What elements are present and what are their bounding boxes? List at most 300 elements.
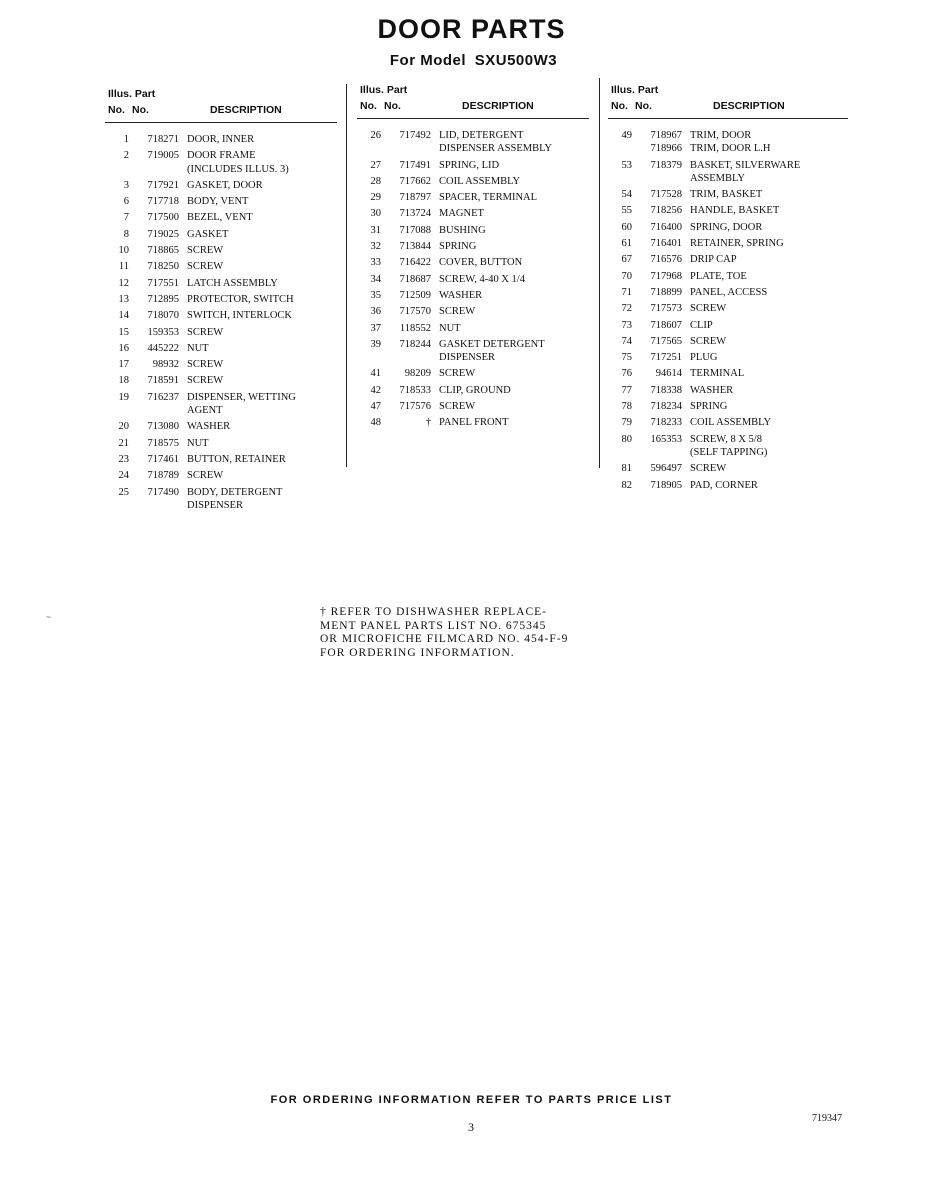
- part-description: GASKET, DOOR: [187, 179, 263, 191]
- header-part-no: No.: [132, 104, 149, 116]
- header-illus-part: Illus. Part: [611, 84, 659, 96]
- part-number: 718687: [399, 273, 431, 285]
- part-row: [608, 319, 848, 332]
- illus-number: 12: [118, 277, 129, 289]
- part-number: 717573: [650, 303, 682, 315]
- part-row: [608, 159, 848, 172]
- illus-number: 41: [370, 368, 381, 380]
- part-number: 718533: [399, 384, 431, 396]
- part-number: 716237: [147, 391, 179, 403]
- part-number: 718379: [650, 159, 682, 171]
- column-divider: [346, 84, 347, 467]
- part-description: SCREW, 4-40 X 1/4: [439, 273, 525, 285]
- illus-number: 77: [621, 384, 632, 396]
- part-row: [105, 499, 337, 512]
- part-description: TRIM, BASKET: [690, 189, 763, 201]
- illus-number: 55: [621, 205, 632, 217]
- part-number: 717528: [650, 189, 682, 201]
- part-description: DISPENSER ASSEMBLY: [439, 143, 553, 155]
- part-description: RETAINER, SPRING: [690, 238, 784, 250]
- part-number: 718789: [147, 470, 179, 482]
- part-row: [105, 133, 337, 146]
- illus-number: 32: [370, 241, 381, 253]
- part-row: [608, 335, 848, 348]
- illus-number: [608, 142, 632, 155]
- part-number: [129, 499, 187, 512]
- illus-number: 71: [621, 286, 632, 298]
- illus-number: 8: [123, 228, 129, 240]
- part-number: 717551: [147, 277, 179, 289]
- parts-column-3: [608, 84, 848, 492]
- part-number: 717500: [147, 212, 179, 224]
- part-row: [105, 437, 337, 450]
- part-number: 118552: [399, 322, 431, 334]
- illus-number: 23: [118, 453, 129, 465]
- part-row: [357, 416, 589, 429]
- header-rule: [105, 122, 337, 123]
- part-row: [357, 256, 589, 269]
- illus-number: 35: [370, 289, 381, 301]
- part-number: 717490: [147, 486, 179, 498]
- part-row: [105, 453, 337, 466]
- part-number: 718797: [399, 192, 431, 204]
- part-description: NUT: [439, 322, 461, 334]
- part-row: [608, 172, 848, 185]
- note-line: FOR ORDERING INFORMATION.: [320, 646, 515, 659]
- part-row: [608, 479, 848, 492]
- illus-number: 75: [621, 352, 632, 364]
- page-title: DOOR PARTS: [377, 14, 566, 44]
- part-description: SCREW: [439, 401, 476, 413]
- header-description: DESCRIPTION: [210, 104, 282, 116]
- column-header: [105, 88, 337, 122]
- illus-number: 78: [621, 401, 632, 413]
- part-number: 717570: [399, 306, 431, 318]
- part-description: AGENT: [187, 405, 223, 417]
- part-description: BUTTON, RETAINER: [187, 453, 286, 465]
- part-number: 718575: [147, 437, 179, 449]
- illus-number: 3: [123, 179, 129, 191]
- illus-number: 10: [118, 245, 129, 257]
- part-number: [381, 142, 439, 155]
- part-number: 718607: [650, 319, 682, 331]
- parts-list: [608, 129, 848, 492]
- part-row: [608, 446, 848, 459]
- part-row: [105, 374, 337, 387]
- part-row: [105, 293, 337, 306]
- illus-number: 81: [621, 463, 632, 475]
- part-description: DISPENSER: [439, 352, 496, 364]
- illus-number: 49: [621, 130, 632, 141]
- part-description: SCREW: [187, 375, 224, 387]
- part-number: 717491: [399, 159, 431, 171]
- parts-list: [357, 129, 589, 430]
- part-row: [105, 179, 337, 192]
- part-description: LATCH ASSEMBLY: [187, 277, 278, 289]
- illus-number: 74: [621, 335, 632, 347]
- part-description: DISPENSER: [187, 499, 244, 511]
- part-row: [105, 260, 337, 273]
- part-number: 719005: [147, 150, 179, 162]
- part-row: [357, 273, 589, 286]
- part-row: [357, 367, 589, 380]
- part-number: †: [425, 417, 431, 429]
- model-subtitle: [0, 52, 943, 69]
- part-description: COIL ASSEMBLY: [690, 417, 772, 429]
- note-line: OR MICROFICHE FILMCARD NO. 454-F-9: [320, 633, 569, 645]
- part-row: [608, 433, 848, 446]
- header-illus-part: Illus. Part: [360, 84, 408, 96]
- part-number: 713724: [399, 208, 431, 220]
- note-line: † REFER TO DISHWASHER REPLACE-: [320, 606, 548, 618]
- illus-number: 16: [118, 342, 129, 354]
- part-row: [357, 142, 589, 155]
- part-number: 716576: [650, 254, 682, 266]
- part-description: SPACER, TERMINAL: [439, 192, 538, 204]
- part-row: [608, 188, 848, 201]
- part-row: [105, 149, 337, 162]
- part-number: 159353: [147, 326, 179, 338]
- part-row: [105, 420, 337, 433]
- part-number: [632, 446, 690, 459]
- illus-number: [608, 172, 632, 185]
- part-row: [357, 224, 589, 237]
- part-description: SCREW: [187, 261, 224, 273]
- illus-number: 21: [118, 437, 129, 449]
- model-number: SXU500W3: [474, 52, 558, 69]
- part-description: PLATE, TOE: [690, 270, 747, 282]
- part-row: [105, 486, 337, 499]
- part-row: [105, 358, 337, 371]
- part-number: 717718: [147, 196, 179, 208]
- part-description: SCREW: [187, 326, 224, 338]
- part-number: 98209: [404, 368, 431, 380]
- illus-number: 48: [370, 417, 381, 429]
- part-row: [357, 207, 589, 220]
- column-header: [608, 84, 848, 118]
- part-number: 718338: [650, 384, 682, 396]
- part-description: WASHER: [187, 421, 231, 433]
- part-row: [105, 277, 337, 290]
- part-description: BUSHING: [439, 224, 486, 236]
- part-number: 98932: [152, 359, 179, 371]
- part-description: (INCLUDES ILLUS. 3): [187, 163, 289, 175]
- part-description: SCREW: [187, 359, 224, 371]
- part-number: 717968: [650, 270, 682, 282]
- part-row: [357, 289, 589, 302]
- part-row: [608, 253, 848, 266]
- part-row: [105, 404, 337, 417]
- part-row: [608, 367, 848, 380]
- part-number: 445222: [147, 342, 179, 354]
- part-number: 718256: [650, 205, 682, 217]
- part-number: 717576: [399, 401, 431, 413]
- illus-number: 34: [370, 273, 381, 285]
- model-prefix: For Model: [389, 52, 467, 69]
- part-description: DOOR, INNER: [187, 134, 255, 145]
- part-description: NUT: [187, 342, 209, 354]
- illus-number: [105, 163, 129, 176]
- illus-number: 70: [621, 270, 632, 282]
- part-number: [632, 172, 690, 185]
- part-description: SPRING: [690, 401, 728, 413]
- part-description: (SELF TAPPING): [690, 446, 768, 458]
- illus-number: 14: [118, 310, 129, 322]
- part-number: 718905: [650, 479, 682, 491]
- illus-number: 17: [118, 359, 129, 371]
- part-number: 713080: [147, 421, 179, 433]
- part-description: SWITCH, INTERLOCK: [187, 310, 292, 322]
- header-illus-no: No.: [108, 104, 125, 116]
- part-description: TRIM, DOOR: [690, 130, 752, 141]
- part-number: 712895: [147, 293, 179, 305]
- illus-number: 72: [621, 303, 632, 315]
- header-illus-part: Illus. Part: [108, 88, 156, 100]
- illus-number: 39: [370, 338, 381, 350]
- column-header: [357, 84, 589, 118]
- part-description: CLIP, GROUND: [439, 384, 511, 396]
- part-number: 165353: [650, 433, 682, 445]
- parts-column-2: [357, 84, 589, 430]
- part-number: 718234: [650, 401, 682, 413]
- part-row: [608, 237, 848, 250]
- part-row: [357, 400, 589, 413]
- ordering-footer: FOR ORDERING INFORMATION REFER TO PARTS PRICE LIST: [270, 1094, 673, 1106]
- part-description: SCREW: [690, 463, 727, 475]
- part-description: SCREW: [690, 303, 727, 315]
- header-part-no: No.: [635, 100, 652, 112]
- part-description: DISPENSER, WETTING: [187, 391, 296, 403]
- part-description: SPRING: [439, 241, 477, 253]
- part-row: [105, 244, 337, 257]
- header-rule: [608, 118, 848, 119]
- part-description: LID, DETERGENT: [439, 130, 524, 141]
- illus-number: 28: [370, 175, 381, 187]
- part-description: BASKET, SILVERWARE: [690, 159, 801, 171]
- part-number: 717251: [650, 352, 682, 364]
- part-row: [608, 221, 848, 234]
- part-description: COIL ASSEMBLY: [439, 175, 521, 187]
- part-description: PANEL, ACCESS: [690, 286, 768, 298]
- part-row: [105, 228, 337, 241]
- illus-number: 36: [370, 306, 381, 318]
- part-number: 717662: [399, 175, 431, 187]
- part-row: [105, 342, 337, 355]
- part-row: [357, 384, 589, 397]
- page-number: 3: [468, 1120, 474, 1134]
- part-row: [608, 416, 848, 429]
- illus-number: 54: [621, 189, 632, 201]
- part-description: HANDLE, BASKET: [690, 205, 780, 217]
- part-description: SCREW: [439, 306, 476, 318]
- part-row: [357, 322, 589, 335]
- part-description: BEZEL, VENT: [187, 212, 253, 224]
- part-description: BODY, VENT: [187, 196, 249, 208]
- column-divider: [599, 78, 600, 468]
- part-number: [381, 351, 439, 364]
- header-illus-no: No.: [611, 100, 628, 112]
- illus-number: 6: [123, 196, 129, 208]
- part-number: 716401: [650, 238, 682, 250]
- note-line: MENT PANEL PARTS LIST NO. 675345: [320, 619, 547, 632]
- part-row: [608, 129, 848, 142]
- part-number: 718591: [147, 375, 179, 387]
- part-description: GASKET: [187, 228, 229, 240]
- document-code: 719347: [812, 1113, 842, 1124]
- illus-number: 25: [118, 486, 129, 498]
- part-row: [608, 302, 848, 315]
- part-row: [105, 211, 337, 224]
- illus-number: 11: [118, 261, 129, 273]
- part-number: 718070: [147, 310, 179, 322]
- illus-number: [105, 404, 129, 417]
- replacement-note: [320, 606, 620, 660]
- illus-number: 53: [621, 159, 632, 171]
- header-rule: [357, 118, 589, 119]
- part-row: [608, 384, 848, 397]
- part-description: TRIM, DOOR L.H: [690, 143, 771, 155]
- part-row: [105, 391, 337, 404]
- part-row: [105, 195, 337, 208]
- illus-number: 80: [621, 433, 632, 445]
- illus-number: [357, 351, 381, 364]
- part-description: SCREW: [187, 245, 224, 257]
- part-description: PLUG: [690, 352, 718, 364]
- illus-number: [357, 142, 381, 155]
- part-row: [608, 462, 848, 475]
- part-number: 718250: [147, 261, 179, 273]
- part-number: [129, 163, 187, 176]
- part-row: [608, 270, 848, 283]
- part-row: [357, 338, 589, 351]
- part-number: 717921: [147, 179, 179, 191]
- part-row: [357, 129, 589, 142]
- illus-number: 20: [118, 421, 129, 433]
- illus-number: 61: [621, 238, 632, 250]
- part-row: [608, 351, 848, 364]
- part-number: 716400: [650, 221, 682, 233]
- part-description: SCREW, 8 X 5/8: [690, 433, 762, 445]
- illus-number: 7: [123, 212, 129, 224]
- part-description: SCREW: [690, 335, 727, 347]
- part-row: [357, 305, 589, 318]
- illus-number: 33: [370, 257, 381, 269]
- part-row: [608, 204, 848, 217]
- illus-number: 73: [621, 319, 632, 331]
- part-number: 716422: [399, 257, 431, 269]
- header-description: DESCRIPTION: [713, 100, 785, 112]
- part-description: WASHER: [690, 384, 734, 396]
- illus-number: 29: [370, 192, 381, 204]
- part-description: DRIP CAP: [690, 254, 737, 266]
- part-row: [608, 142, 848, 155]
- part-number: 717461: [147, 453, 179, 465]
- header-description: DESCRIPTION: [462, 100, 534, 112]
- part-number: 719025: [147, 228, 179, 240]
- illus-number: 37: [370, 322, 381, 334]
- part-number: 718244: [399, 338, 431, 350]
- header-illus-no: No.: [360, 100, 377, 112]
- part-description: PAD, CORNER: [690, 479, 758, 491]
- part-description: TERMINAL: [690, 368, 745, 380]
- illus-number: 1: [123, 134, 129, 145]
- part-row: [105, 469, 337, 482]
- parts-column-1: [105, 88, 337, 512]
- part-row: [608, 400, 848, 413]
- part-description: NUT: [187, 437, 209, 449]
- part-description: DOOR FRAME: [187, 150, 256, 162]
- part-description: COVER, BUTTON: [439, 257, 523, 269]
- illus-number: 79: [621, 417, 632, 429]
- part-description: PANEL FRONT: [439, 417, 509, 429]
- part-description: SCREW: [187, 470, 224, 482]
- part-description: GASKET DETERGENT: [439, 338, 545, 350]
- part-row: [357, 191, 589, 204]
- part-description: BODY, DETERGENT: [187, 486, 283, 498]
- part-description: SCREW: [439, 368, 476, 380]
- scan-mark: ~: [46, 612, 52, 622]
- part-row: [357, 240, 589, 253]
- illus-number: 2: [123, 150, 129, 162]
- part-number: 596497: [650, 463, 682, 475]
- illus-number: 24: [118, 470, 129, 482]
- part-description: MAGNET: [439, 208, 484, 220]
- part-number: [129, 404, 187, 417]
- part-number: 718271: [147, 134, 179, 145]
- illus-number: 47: [370, 401, 381, 413]
- part-number: 718233: [650, 417, 682, 429]
- part-number: 712509: [399, 289, 431, 301]
- illus-number: [608, 446, 632, 459]
- part-number: 713844: [399, 241, 431, 253]
- illus-number: 60: [621, 221, 632, 233]
- part-row: [105, 326, 337, 339]
- part-number: 94614: [655, 368, 682, 380]
- part-number: 718865: [147, 245, 179, 257]
- illus-number: 42: [370, 384, 381, 396]
- illus-number: 19: [118, 391, 129, 403]
- part-row: [357, 159, 589, 172]
- part-description: WASHER: [439, 289, 483, 301]
- illus-number: 27: [370, 159, 381, 171]
- illus-number: 15: [118, 326, 129, 338]
- illus-number: 76: [621, 368, 632, 380]
- part-row: [608, 286, 848, 299]
- part-description: CLIP: [690, 319, 713, 331]
- part-number: 718899: [650, 286, 682, 298]
- part-number: 718966: [650, 143, 682, 155]
- illus-number: 26: [370, 130, 381, 141]
- part-number: 717492: [399, 130, 431, 141]
- part-row: [105, 163, 337, 176]
- part-description: SPRING, DOOR: [690, 221, 763, 233]
- part-row: [105, 309, 337, 322]
- illus-number: 67: [621, 254, 632, 266]
- part-number: 717088: [399, 224, 431, 236]
- illus-number: 31: [370, 224, 381, 236]
- illus-number: 30: [370, 208, 381, 220]
- part-row: [357, 175, 589, 188]
- illus-number: [105, 499, 129, 512]
- part-description: ASSEMBLY: [690, 172, 745, 184]
- part-description: PROTECTOR, SWITCH: [187, 293, 294, 305]
- part-number: 717565: [650, 335, 682, 347]
- part-description: SPRING, LID: [439, 159, 500, 171]
- illus-number: 13: [118, 293, 129, 305]
- illus-number: 82: [621, 479, 632, 491]
- header-part-no: No.: [384, 100, 401, 112]
- part-row: [357, 351, 589, 364]
